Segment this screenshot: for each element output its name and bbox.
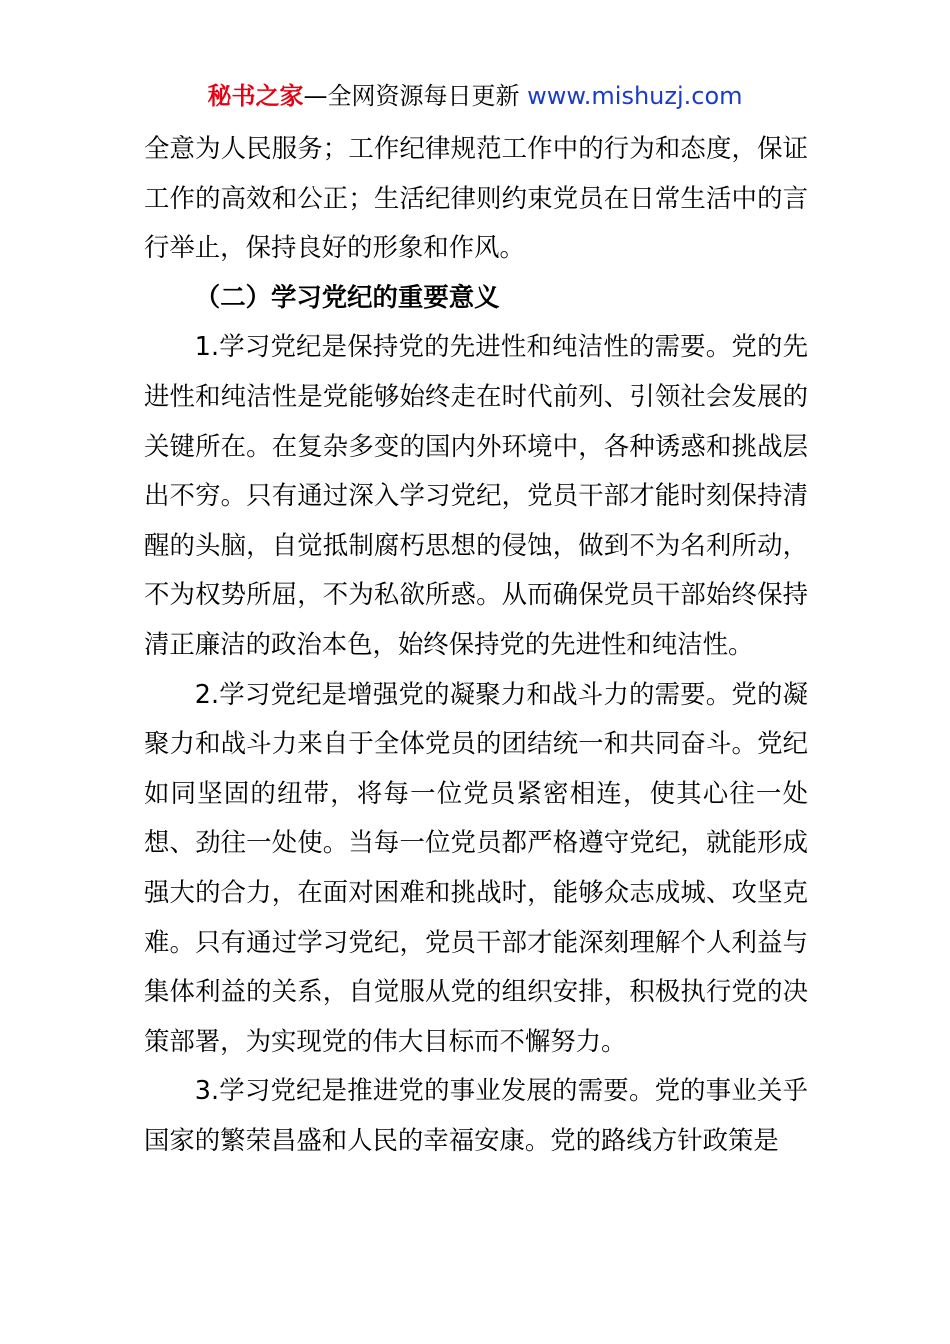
site-brand: 秘书之家	[207, 82, 304, 110]
document-body	[144, 124, 808, 1165]
paragraph-2: 2.学习党纪是增强党的凝聚力和战斗力的需要。党的凝聚力和战斗力来自于全体党员的团结统一和共同奋斗。党纪如同坚固的纽带，将每一位党员紧密相连，使其心往一处想、劲往一处使。当每一位党员都严格遵守党纪，就能形成强大的合力，在面对困难和挑战时，能够众志成城、攻坚克难。只有通过学习党纪，党员干部才能深刻理解个人利益与集体利益的关系，自觉服从党的组织安排，积极执行党的决策部署，为实现党的伟大目标而不懈努力。	[144, 678, 808, 1056]
site-url-link[interactable]: www.mishuzj.com	[527, 82, 743, 110]
paragraph-1: 1.学习党纪是保持党的先进性和纯洁性的需要。党的先进性和纯洁性是党能够始终走在时代前列、引领社会发展的关键所在。在复杂多变的国内外环境中，各种诱惑和挑战层出不穷。只有通过深入学习党纪，党员干部才能时刻保持清醒的头脑，自觉抵制腐朽思想的侵蚀，做到不为名利所动，不为权势所屈，不为私欲所惑。从而确保党员干部始终保持清正廉洁的政治本色，始终保持党的先进性和纯洁性。	[144, 331, 808, 659]
paragraph-3: 3.学习党纪是推进党的事业发展的需要。党的事业关乎国家的繁荣昌盛和人民的幸福安康。党的路线方针政策是	[144, 1075, 808, 1155]
continuation-paragraph: 全意为人民服务；工作纪律规范工作中的行为和态度，保证工作的高效和公正；生活纪律则约束党员在日常生活中的言行举止，保持良好的形象和作风。	[144, 133, 808, 263]
site-tagline: —全网资源每日更新	[303, 82, 520, 110]
site-header	[0, 80, 950, 112]
section-heading: （二）学习党纪的重要意义	[194, 281, 500, 312]
